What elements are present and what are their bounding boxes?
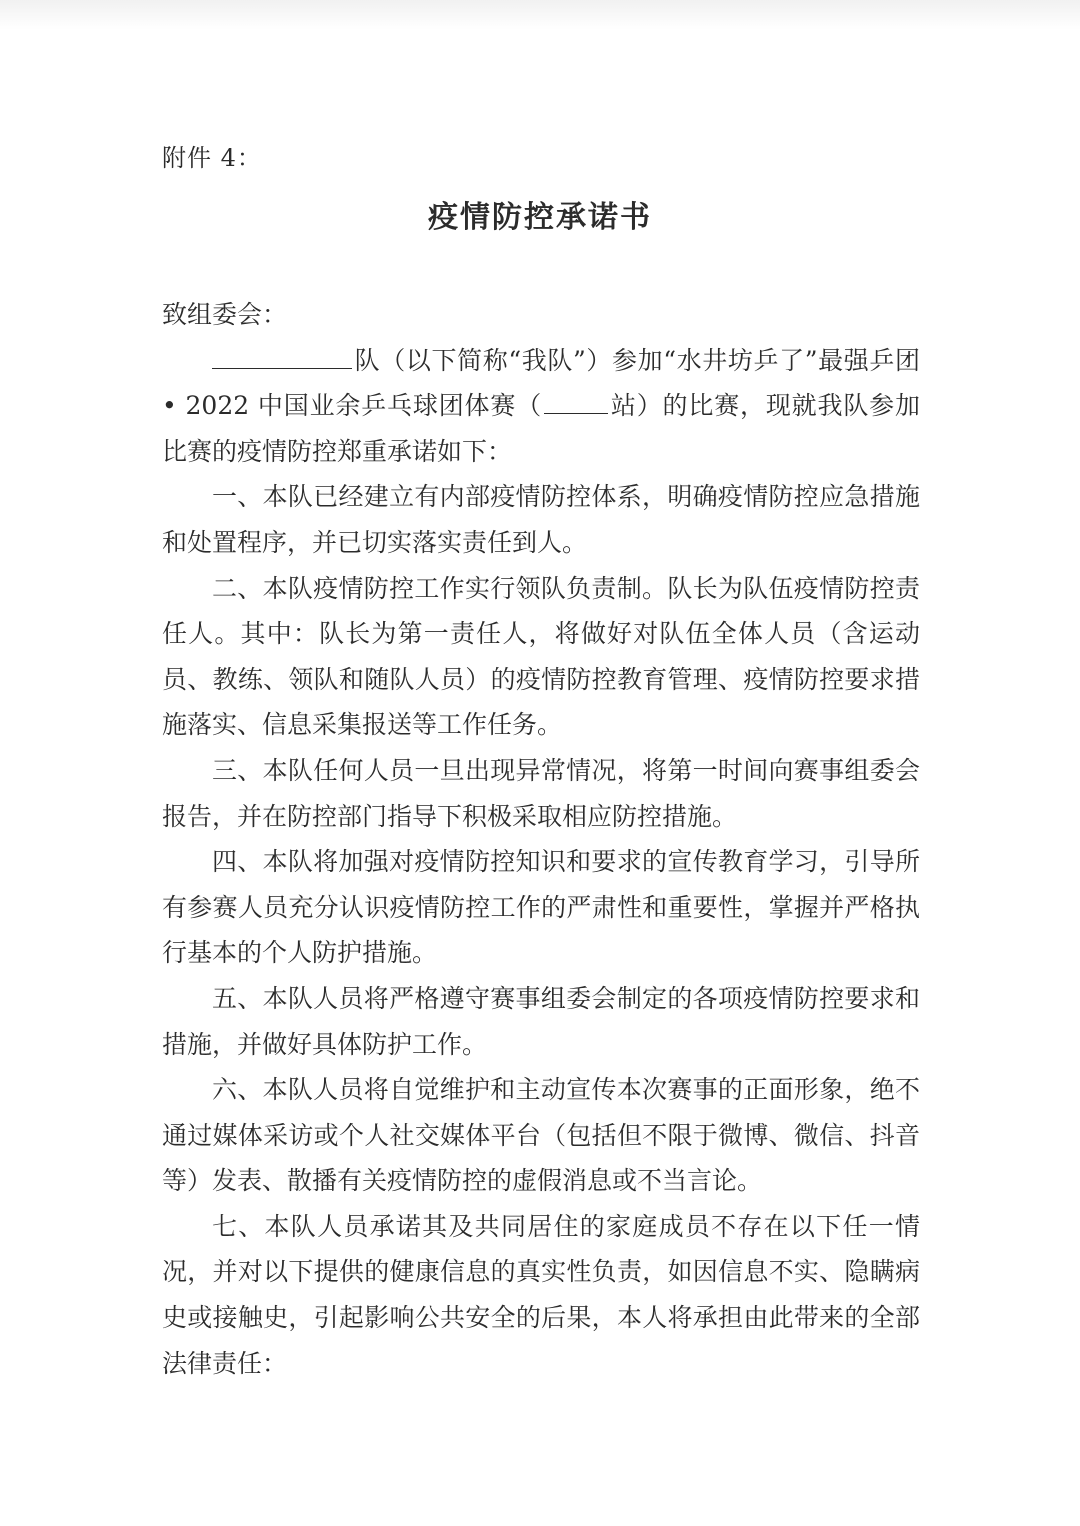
commitment-item-4: 四、本队将加强对疫情防控知识和要求的宣传教育学习，引导所有参赛人员充分认识疫情防控工作的严肃性和重要性，掌握并严格执行基本的个人防护措施。 [162, 847, 920, 968]
attachment-label: 附件 4： [162, 144, 262, 172]
team-name-blank[interactable] [212, 342, 352, 369]
document-body [162, 292, 920, 1386]
commitment-item-3: 三、本队任何人员一旦出现异常情况，将第一时间向赛事组委会报告，并在防控部门指导下积极采取相应防控措施。 [162, 755, 920, 831]
station-name-blank[interactable] [544, 387, 608, 414]
intro-paragraph [162, 338, 920, 475]
commitment-item-6: 六、本队人员将自觉维护和主动宣传本次赛事的正面形象，绝不通过媒体采访或个人社交媒体平台（包括但不限于微博、微信、抖音等）发表、散播有关疫情防控的虚假消息或不当言论。 [162, 1075, 920, 1196]
document-title: 疫情防控承诺书 [428, 200, 652, 235]
intro-text-part2: 站）的比赛，现就我队参加比赛的疫情防控郑重承诺如下： [162, 391, 920, 466]
commitment-item-7: 七、本队人员承诺其及共同居住的家庭成员不存在以下任一情况，并对以下提供的健康信息的真实性负责，如因信息不实、隐瞒病史或接触史，引起影响公共安全的后果，本人将承担由此带来的全部法律责任： [162, 1211, 920, 1378]
commitment-item-2: 二、本队疫情防控工作实行领队负责制。队长为队伍疫情防控责任人。其中：队长为第一责任人，将做好对队伍全体人员（含运动员、教练、领队和随队人员）的疫情防控教育管理、疫情防控要求措施落实、信息采集报送等工作任务。 [162, 573, 920, 740]
commitment-item-1: 一、本队已经建立有内部疫情防控体系，明确疫情防控应急措施和处置程序，并已切实落实责任到人。 [162, 482, 920, 557]
commitment-item-5: 五、本队人员将严格遵守赛事组委会制定的各项疫情防控要求和措施，并做好具体防护工作。 [162, 983, 920, 1059]
intro-text-part1: 队（以下简称“我队”）参加“水井坊乒了”最强乒团 • 2022 中国业余乒乓球团体赛（ [162, 345, 920, 421]
salutation: 致组委会： [162, 300, 288, 329]
